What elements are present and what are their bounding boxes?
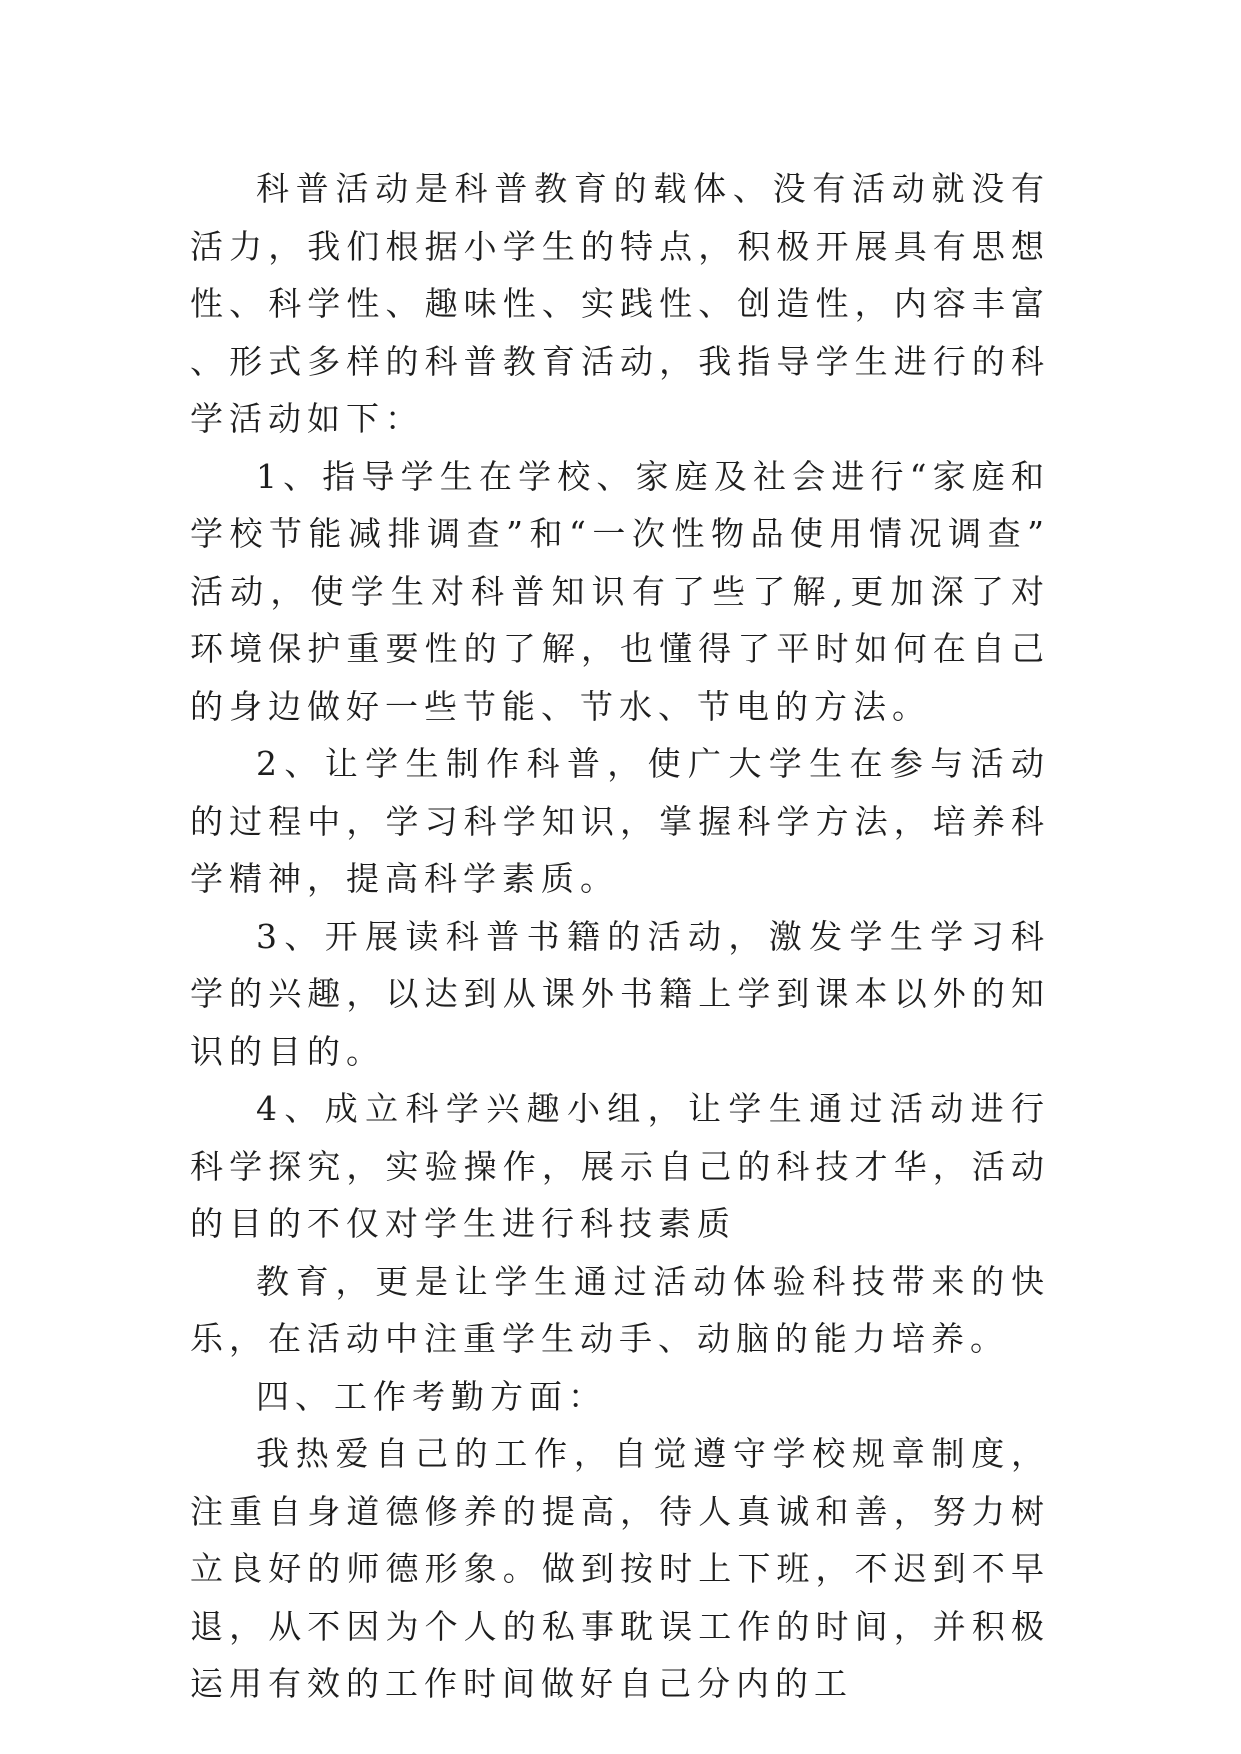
paragraph-item-4: 4、成立科学兴趣小组，让学生通过活动进行科学探究，实验操作，展示自己的科技才华，活动的目的不仅对学生进行科技素质	[190, 1089, 1050, 1243]
section-heading-attendance: 四、工作考勤方面：	[256, 1376, 607, 1416]
paragraph-item-2: 2、让学生制作科普，使广大学生在参与活动的过程中，学习科学知识，掌握科学方法，培养科学精神，提高科学素质。	[190, 744, 1050, 898]
paragraph-item-1: 1、指导学生在学校、家庭及社会进行“家庭和学校节能减排调查”和“一次性物品使用情况调查”活动，使学生对科普知识有了些了解,更加深了对环境保护重要性的了解，也懂得了平时如何在自己的身边做好一些节能、节水、节电的方法。	[190, 456, 1050, 726]
paragraph-attendance: 我热爱自己的工作，自觉遵守学校规章制度，注重自身道德修养的提高，待人真诚和善，努力树立良好的师德形象。做到按时上下班，不迟到不早退，从不因为个人的私事耽误工作的时间，并积极运用有效的工作时间做好自己分内的工	[190, 1434, 1050, 1703]
paragraph-intro: 科普活动是科普教育的载体、没有活动就没有活力，我们根据小学生的特点，积极开展具有思想性、科学性、趣味性、实践性、创造性，内容丰富、形式多样的科普教育活动，我指导学生进行的科学活动如下：	[190, 169, 1050, 438]
body-text	[190, 160, 1050, 1713]
paragraph-item-4-continued: 教育，更是让学生通过活动体验科技带来的快乐，在活动中注重学生动手、动脑的能力培养。	[190, 1261, 1050, 1358]
paragraph-item-3: 3、开展读科普书籍的活动，激发学生学习科学的兴趣，以达到从课外书籍上学到课本以外的知识的目的。	[190, 916, 1050, 1071]
